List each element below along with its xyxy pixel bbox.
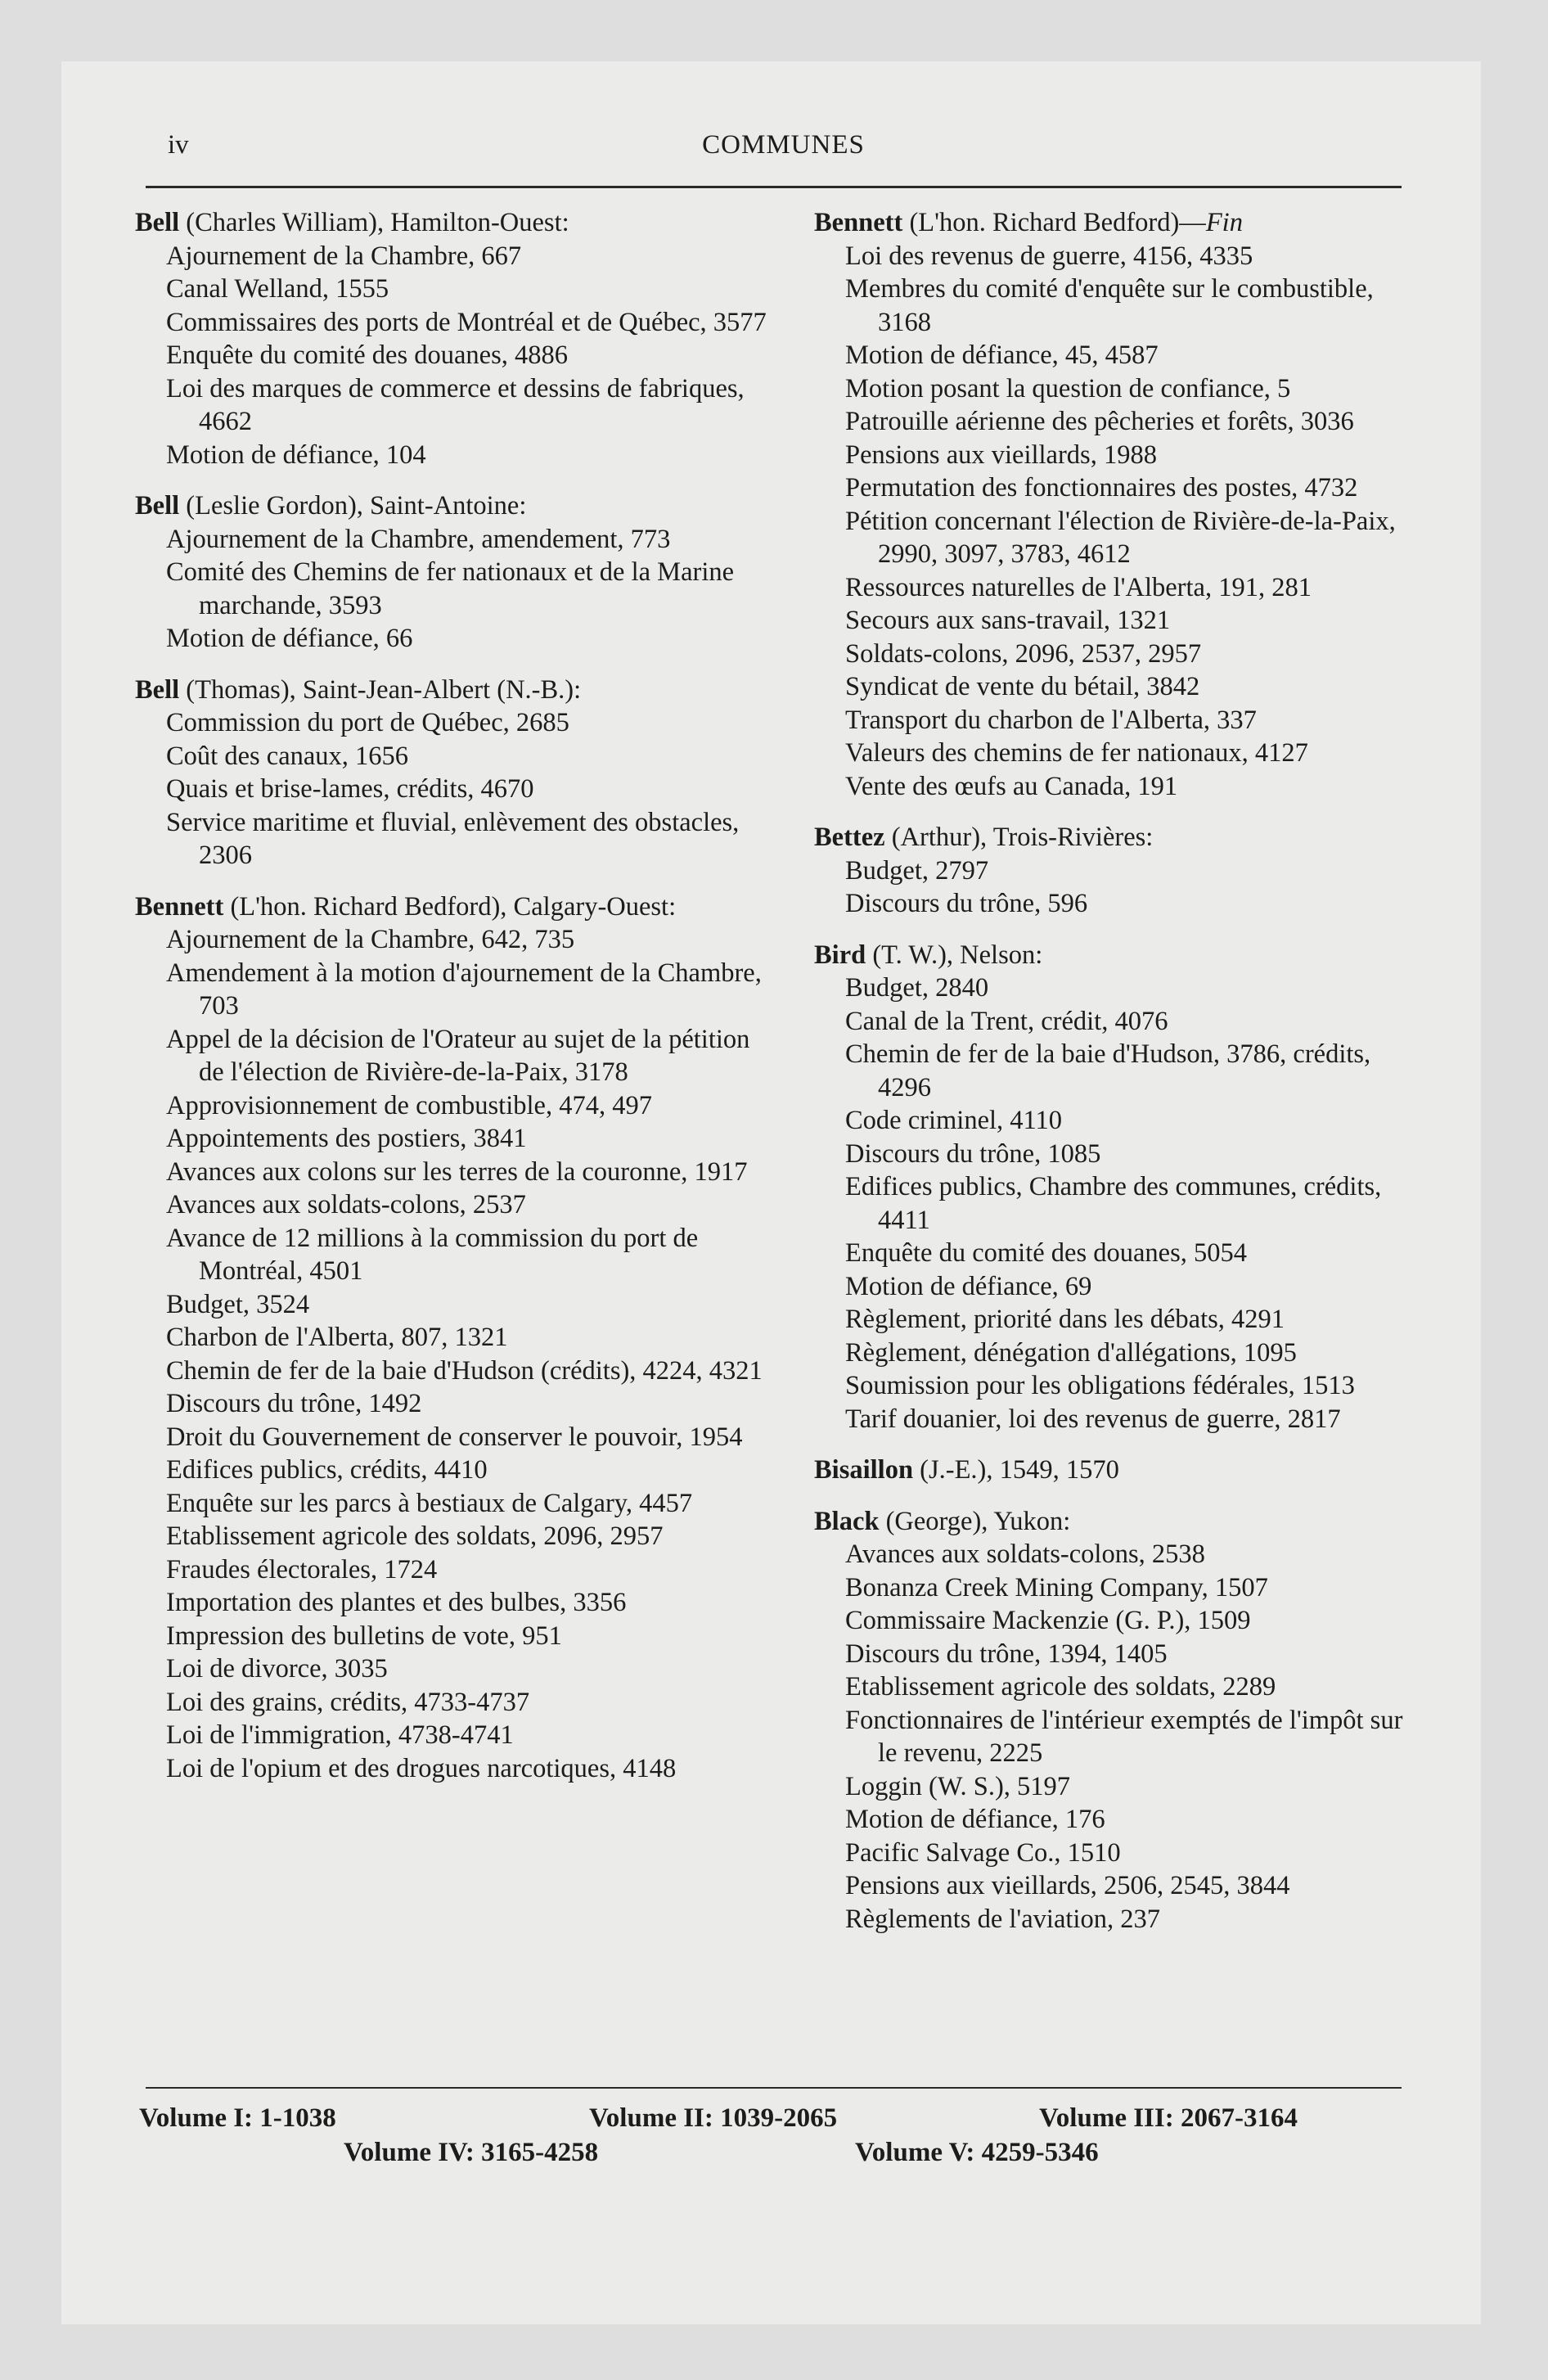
entry-heading — [814, 1454, 1420, 1487]
member-details: (T. W.), Nelson: — [872, 940, 1043, 970]
entry-heading — [135, 674, 769, 707]
subject-item: Règlement, dénégation d'allégations, 1095 — [845, 1337, 1297, 1368]
footer-rule — [146, 2087, 1402, 2089]
subject-item: Pensions aux vieillards, 1988 — [845, 439, 1157, 470]
index-entry — [135, 206, 769, 471]
subject-item: Vente des œufs au Canada, 191 — [845, 771, 1178, 801]
right-column — [814, 206, 1420, 1954]
subject-item: Discours du trône, 1492 — [166, 1389, 422, 1418]
subject-item: Edifices publics, crédits, 4410 — [166, 1455, 488, 1485]
member-surname: Bennett — [814, 208, 903, 237]
subject-item: Syndicat de vente du bétail, 3842 — [845, 672, 1200, 701]
member-surname: Bennett — [135, 891, 224, 922]
subject-item: Loi de l'immigration, 4738-4741 — [166, 1720, 514, 1750]
subject-item: Pétition concernant l'élection de Rivière-de-la-Paix, 2990, 3097, 3783, 4612 — [845, 506, 1396, 569]
subject-item: Canal Welland, 1555 — [166, 274, 389, 304]
subject-item: Règlements de l'aviation, 237 — [845, 1904, 1160, 1934]
member-details: (Charles William), Hamilton-Ouest: — [186, 208, 569, 237]
subject-item: Patrouille aérienne des pêcheries et forêts, 3036 — [845, 407, 1354, 436]
subject-item: Etablissement agricole des soldats, 2289 — [845, 1672, 1276, 1702]
subject-item: Motion de défiance, 69 — [845, 1271, 1092, 1301]
subject-item: Soumission pour les obligations fédérales, 1513 — [845, 1371, 1355, 1400]
subject-item: Enquête du comité des douanes, 5054 — [845, 1238, 1247, 1268]
index-entry — [135, 674, 769, 872]
subject-item: Ajournement de la Chambre, amendement, 773 — [166, 524, 671, 554]
header-rule — [146, 186, 1402, 188]
member-details: (Thomas), Saint-Jean-Albert (N.-B.): — [186, 674, 582, 705]
member-surname: Bell — [135, 208, 180, 237]
index-entry — [814, 1454, 1420, 1487]
index-entry — [135, 489, 769, 656]
subject-item: Avances aux soldats-colons, 2537 — [166, 1190, 526, 1219]
subject-item: Loi des revenus de guerre, 4156, 4335 — [845, 241, 1253, 271]
subject-item: Avances aux colons sur les terres de la couronne, 1917 — [166, 1156, 748, 1187]
subject-item: Enquête du comité des douanes, 4886 — [166, 340, 568, 370]
member-surname: Black — [814, 1506, 880, 1536]
volume-footer — [131, 2103, 1407, 2193]
subject-item: Importation des plantes et des bulbes, 3356 — [166, 1588, 627, 1617]
subject-item: Ressources naturelles de l'Alberta, 191, 281 — [845, 572, 1312, 602]
subject-item: Charbon de l'Alberta, 807, 1321 — [166, 1323, 508, 1352]
subject-item: Tarif douanier, loi des revenus de guerre, 2817 — [845, 1404, 1341, 1434]
subject-item: Droit du Gouvernement de conserver le pouvoir, 1954 — [166, 1422, 743, 1452]
subject-item: Ajournement de la Chambre, 642, 735 — [166, 925, 575, 954]
subject-item: Commission du port de Québec, 2685 — [166, 708, 569, 737]
subject-item: Code criminel, 4110 — [845, 1106, 1063, 1135]
subject-item: Coût des canaux, 1656 — [166, 741, 409, 771]
entry-heading — [135, 489, 769, 523]
subject-item: Loggin (W. S.), 5197 — [845, 1771, 1071, 1801]
subject-item: Règlement, priorité dans les débats, 4291 — [845, 1305, 1285, 1334]
member-details: (George), Yukon: — [885, 1506, 1071, 1536]
subject-item: Quais et brise-lames, crédits, 4670 — [166, 774, 534, 804]
subject-item: Loi de divorce, 3035 — [166, 1654, 388, 1684]
subject-item: Soldats-colons, 2096, 2537, 2957 — [845, 638, 1202, 669]
subject-item: Budget, 3524 — [166, 1289, 310, 1319]
subject-item: Chemin de fer de la baie d'Hudson, 3786, crédits, 4296 — [845, 1039, 1371, 1102]
subject-item: Etablissement agricole des soldats, 2096, 2957 — [166, 1521, 664, 1551]
subject-item: Pensions aux vieillards, 2506, 2545, 3844 — [845, 1871, 1290, 1900]
index-entry — [814, 1505, 1420, 1936]
member-details: (L'hon. Richard Bedford), Calgary-Ouest: — [230, 891, 677, 922]
subject-item: Canal de la Trent, crédit, 4076 — [845, 1006, 1168, 1036]
member-details: (J.-E.), 1549, 1570 — [920, 1455, 1119, 1485]
subject-item: Valeurs des chemins de fer nationaux, 4127 — [845, 738, 1308, 768]
member-surname: Bell — [135, 674, 180, 705]
subject-item: Service maritime et fluvial, enlèvement des obstacles, 2306 — [166, 807, 740, 870]
left-column — [135, 206, 769, 1803]
subject-item: Avance de 12 millions à la commission du port de Montréal, 4501 — [166, 1223, 699, 1286]
subject-item: Commissaire Mackenzie (G. P.), 1509 — [845, 1606, 1251, 1635]
subject-item: Discours du trône, 1085 — [845, 1138, 1101, 1169]
subject-item: Motion posant la question de confiance, 5 — [845, 373, 1291, 403]
subject-item: Avances aux soldats-colons, 2538 — [845, 1539, 1205, 1569]
member-surname: Bell — [135, 491, 180, 521]
subject-item: Amendement à la motion d'ajournement de la Chambre, 703 — [166, 958, 762, 1021]
subject-item: Bonanza Creek Mining Company, 1507 — [845, 1572, 1268, 1602]
subject-item: Motion de défiance, 104 — [166, 439, 426, 470]
member-details: (Arthur), Trois-Rivières: — [891, 823, 1154, 852]
member-surname: Bird — [814, 940, 866, 970]
subject-item: Loi des marques de commerce et dessins de fabriques, 4662 — [166, 373, 745, 436]
subject-item: Loi des grains, crédits, 4733-4737 — [166, 1687, 530, 1717]
volume-2-range: Volume II: 1039-2065 — [589, 2103, 838, 2133]
subject-item: Pacific Salvage Co., 1510 — [845, 1837, 1121, 1868]
volume-3-range: Volume III: 2067-3164 — [1039, 2103, 1298, 2133]
volume-4-range: Volume IV: 3165-4258 — [344, 2138, 599, 2167]
subject-item: Ajournement de la Chambre, 667 — [166, 241, 522, 271]
subject-item: Approvisionnement de combustible, 474, 497 — [166, 1090, 652, 1120]
subject-item: Motion de défiance, 45, 4587 — [845, 340, 1159, 370]
member-surname: Bettez — [814, 823, 885, 852]
subject-item: Motion de défiance, 66 — [166, 624, 413, 653]
subject-item: Comité des Chemins de fer nationaux et de la Marine marchande, 3593 — [166, 557, 735, 620]
page-header — [168, 130, 1399, 163]
entry-heading — [135, 890, 769, 924]
entry-heading — [814, 939, 1420, 972]
subject-item: Membres du comité d'enquête sur le combustible, 3168 — [845, 274, 1374, 337]
index-entry — [814, 939, 1420, 1436]
subject-item: Motion de défiance, 176 — [845, 1805, 1105, 1834]
subject-item: Appointements des postiers, 3841 — [166, 1124, 527, 1153]
subject-item: Fonctionnaires de l'intérieur exemptés de l'impôt sur le revenu, 2225 — [845, 1705, 1403, 1768]
page-number: iv — [168, 130, 189, 160]
volume-5-range: Volume V: 4259-5346 — [855, 2138, 1099, 2167]
subject-item: Discours du trône, 596 — [845, 889, 1088, 918]
subject-item: Fraudes électorales, 1724 — [166, 1554, 438, 1584]
subject-item: Chemin de fer de la baie d'Hudson (crédits), 4224, 4321 — [166, 1355, 763, 1386]
subject-item: Edifices publics, Chambre des communes, crédits, 4411 — [845, 1172, 1382, 1235]
running-title: COMMUNES — [702, 130, 865, 160]
index-entry — [814, 206, 1420, 803]
subject-item: Loi de l'opium et des drogues narcotiques, 4148 — [166, 1753, 677, 1783]
subject-item: Secours aux sans-travail, 1321 — [845, 606, 1171, 635]
index-entry — [135, 890, 769, 1786]
subject-item: Discours du trône, 1394, 1405 — [845, 1639, 1168, 1669]
subject-item: Transport du charbon de l'Alberta, 337 — [845, 705, 1257, 735]
entry-heading — [135, 206, 769, 240]
subject-item: Commissaires des ports de Montréal et de Québec, 3577 — [166, 307, 767, 337]
volume-1-range: Volume I: 1-1038 — [139, 2103, 336, 2133]
subject-item: Permutation des fonctionnaires des postes, 4732 — [845, 473, 1358, 503]
subject-item: Appel de la décision de l'Orateur au sujet de la pétition de l'élection de Rivière-de-la-Paix, 3178 — [166, 1024, 750, 1087]
entry-heading — [814, 1505, 1420, 1539]
member-details: (L'hon. Richard Bedford)— — [909, 208, 1206, 237]
member-surname: Bisaillon — [814, 1455, 914, 1485]
subject-item: Enquête sur les parcs à bestiaux de Calgary, 4457 — [166, 1488, 693, 1518]
subject-item: Budget, 2797 — [845, 855, 989, 886]
entry-heading — [814, 206, 1420, 240]
index-entry — [814, 821, 1420, 921]
subject-item: Budget, 2840 — [845, 973, 989, 1003]
entry-heading — [814, 821, 1420, 854]
subject-item: Impression des bulletins de vote, 951 — [166, 1620, 562, 1651]
member-details: (Leslie Gordon), Saint-Antoine: — [186, 491, 527, 521]
continuation-mark: Fin — [1205, 208, 1243, 237]
